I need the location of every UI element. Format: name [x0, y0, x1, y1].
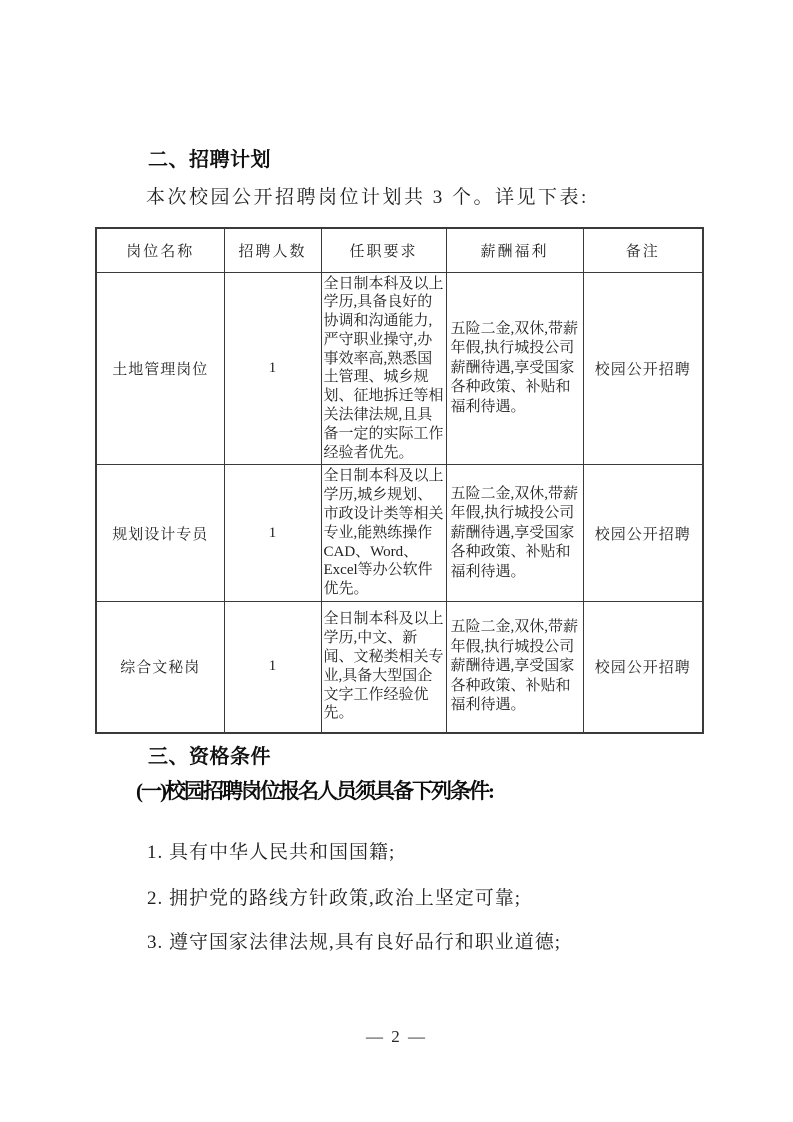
qualification-item-2: 2. 拥护党的路线方针政策,政治上坚定可靠; [147, 888, 522, 909]
header-cell-position-name: 岗位名称 [96, 228, 224, 272]
cell-note: 校园公开招聘 [583, 602, 703, 733]
cell-position-name: 综合文秘岗 [96, 602, 224, 733]
cell-note: 校园公开招聘 [583, 465, 703, 602]
cell-note: 校园公开招聘 [583, 272, 703, 465]
header-cell-requirements: 任职要求 [321, 228, 446, 272]
recruitment-table-container [95, 227, 704, 734]
header-cell-benefits: 薪酬福利 [446, 228, 583, 272]
qualification-item-1: 1. 具有中华人民共和国国籍; [147, 842, 396, 863]
page-number: — 2 — [366, 1027, 427, 1046]
cell-requirements: 全日制本科及以上学历,城乡规划、市政设计类等相关专业,能熟练操作CAD、Word、Excel等办公软件优先。 [321, 465, 446, 602]
cell-benefits: 五险二金,双休,带薪年假,执行城投公司薪酬待遇,享受国家各种政策、补贴和福利待遇。 [446, 602, 583, 733]
cell-requirements: 全日制本科及以上学历,中文、新闻、文秘类相关专业,具备大型国企文字工作经验优先。 [321, 602, 446, 733]
cell-position-name: 土地管理岗位 [96, 272, 224, 465]
cell-benefits: 五险二金,双休,带薪年假,执行城投公司薪酬待遇,享受国家各种政策、补贴和福利待遇。 [446, 272, 583, 465]
table-row-secretary [96, 602, 703, 733]
recruitment-plan-intro-paragraph: 本次校园公开招聘岗位计划共 3 个。详见下表: [146, 187, 589, 208]
qualification-item-3: 3. 遵守国家法律法规,具有良好品行和职业道德; [147, 932, 562, 953]
recruitment-table [95, 227, 704, 734]
cell-benefits: 五险二金,双休,带薪年假,执行城投公司薪酬待遇,享受国家各种政策、补贴和福利待遇。 [446, 465, 583, 602]
table-row-planning-design [96, 465, 703, 602]
header-cell-note: 备注 [583, 228, 703, 272]
section-heading-qualifications: 三、资格条件 [148, 746, 271, 768]
cell-headcount: 1 [224, 272, 321, 465]
cell-headcount: 1 [224, 602, 321, 733]
table-row-land-management [96, 272, 703, 465]
header-cell-headcount: 招聘人数 [224, 228, 321, 272]
table-header-row [96, 228, 703, 272]
section-heading-recruitment-plan: 二、招聘计划 [148, 149, 271, 171]
cell-position-name: 规划设计专员 [96, 465, 224, 602]
qualifications-subheading: (一)校园招聘岗位报名人员须具备下列条件: [136, 779, 493, 803]
cell-headcount: 1 [224, 465, 321, 602]
cell-requirements: 全日制本科及以上学历,具备良好的协调和沟通能力,严守职业操守,办事效率高,熟悉国土管理、城乡规划、征地拆迁等相关法律法规,且具备一定的实际工作经验者优先。 [321, 272, 446, 465]
